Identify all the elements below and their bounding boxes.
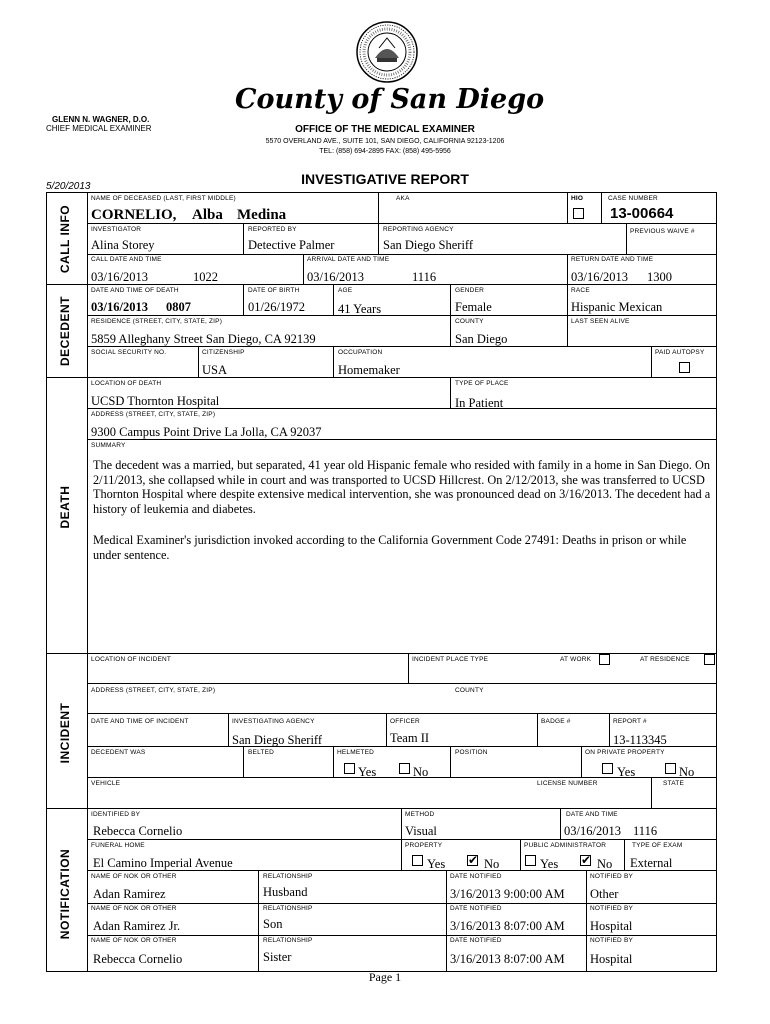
- residence-label: RESIDENCE (STREET, CITY, STATE, ZIP): [91, 318, 223, 325]
- office-phone: TEL: (858) 694-2895 FAX: (858) 495-5956: [319, 148, 451, 155]
- arrival-date-label: ARRIVAL DATE AND TIME: [307, 256, 390, 263]
- at-residence-label: AT RESIDENCE: [640, 656, 690, 663]
- section-death: DEATH: [58, 485, 72, 529]
- call-time-value: 1022: [193, 270, 218, 284]
- investigator-value: Alina Storey: [91, 238, 155, 252]
- nok-date-notified: 3/16/2013 8:07:00 AM: [450, 919, 565, 933]
- return-time-value: 1300: [647, 270, 672, 284]
- paid-autopsy-checkbox[interactable]: [679, 362, 690, 373]
- case-number-label: CASE NUMBER: [608, 195, 658, 202]
- previous-waive-label: PREVIOUS WAIVE #: [630, 228, 695, 235]
- public-admin-no-label: No: [597, 857, 613, 871]
- ssn-label: SOCIAL SECURITY NO.: [91, 349, 167, 356]
- case-number: 13-00664: [610, 205, 674, 222]
- relationship-label: RELATIONSHIP: [263, 905, 313, 912]
- age-value: 41 Years: [338, 302, 382, 316]
- page-number: Page 1: [368, 970, 402, 984]
- badge-label: BADGE #: [541, 718, 571, 725]
- death-address-value: 9300 Campus Point Drive La Jolla, CA 92037: [91, 425, 322, 439]
- funeral-home-label: FUNERAL HOME: [91, 842, 145, 849]
- residence-value: 5859 Alleghany Street San Diego, CA 92139: [91, 332, 316, 346]
- decedent-middle-name: Medina: [237, 207, 287, 223]
- helmeted-yes-label: Yes: [358, 765, 377, 779]
- nok-relationship: Husband: [263, 885, 308, 899]
- on-private-property-label: ON PRIVATE PROPERTY: [585, 749, 665, 756]
- type-of-exam-value: External: [630, 856, 673, 870]
- relationship-label: RELATIONSHIP: [263, 873, 313, 880]
- section-incident: INCIDENT: [58, 702, 72, 764]
- private-property-yes-label: Yes: [617, 765, 636, 779]
- helmeted-label: HELMETED: [337, 749, 374, 756]
- at-work-label: AT WORK: [560, 656, 592, 663]
- death-address-label: ADDRESS (STREET, CITY, STATE, ZIP): [91, 411, 216, 418]
- at-residence-checkbox[interactable]: [704, 654, 715, 665]
- method-label: METHOD: [405, 811, 435, 818]
- reported-by-label: REPORTED BY: [248, 226, 297, 233]
- date-notified-label: DATE NOTIFIED: [450, 905, 502, 912]
- nok-notified-by: Other: [590, 887, 619, 901]
- investigating-agency-value: San Diego Sheriff: [232, 733, 323, 747]
- public-admin-yes-checkbox[interactable]: [525, 855, 536, 866]
- race-label: RACE: [571, 287, 590, 294]
- nok-name-label: NAME OF NOK OR OTHER: [91, 905, 177, 912]
- property-yes-label: Yes: [427, 857, 446, 871]
- report-no-label: REPORT #: [613, 718, 647, 725]
- nok-name: Adan Ramirez: [93, 887, 166, 901]
- incident-county-label: COUNTY: [455, 687, 484, 694]
- examiner-name: GLENN N. WAGNER, D.O.: [52, 115, 150, 124]
- investigator-label: INVESTIGATOR: [91, 226, 142, 233]
- helmeted-no-checkbox[interactable]: [399, 763, 410, 774]
- public-admin-yes-label: Yes: [540, 857, 559, 871]
- citizenship-value: USA: [202, 363, 228, 377]
- incident-address-label: ADDRESS (STREET, CITY, STATE, ZIP): [91, 687, 216, 694]
- location-incident-label: LOCATION OF INCIDENT: [91, 656, 172, 663]
- report-date: 5/20/2013: [46, 181, 91, 192]
- hio-checkbox[interactable]: [573, 208, 584, 219]
- occupation-value: Homemaker: [338, 363, 400, 377]
- nok-name-label: NAME OF NOK OR OTHER: [91, 937, 177, 944]
- at-work-checkbox[interactable]: [599, 654, 610, 665]
- helmeted-no-label: No: [413, 765, 429, 779]
- property-yes-checkbox[interactable]: [412, 855, 423, 866]
- property-no-checkbox[interactable]: [467, 855, 478, 866]
- death-date-value: 03/16/2013: [91, 300, 148, 314]
- nok-relationship: Son: [263, 917, 283, 931]
- public-admin-label: PUBLIC ADMINISTRATOR: [524, 842, 607, 849]
- dob-value: 01/26/1972: [248, 300, 305, 314]
- identified-by-label: IDENTIFIED BY: [91, 811, 141, 818]
- section-call-info: CALL INFO: [58, 204, 72, 274]
- race-value: Hispanic Mexican: [571, 300, 663, 314]
- examiner-title: CHIEF MEDICAL EXAMINER: [46, 124, 152, 133]
- method-value: Visual: [405, 824, 437, 838]
- reporting-agency-label: REPORTING AGENCY: [383, 226, 454, 233]
- location-death-label: LOCATION OF DEATH: [91, 380, 162, 387]
- summary-paragraph-2: Medical Examiner's jurisdiction invoked according to the California Government Code 27491: Deaths in prison or while under sentence.: [93, 533, 687, 562]
- type-of-exam-label: TYPE OF EXAM: [632, 842, 683, 849]
- county-value: San Diego: [455, 332, 508, 346]
- id-time-value: 1116: [633, 824, 658, 838]
- citizenship-label: CITIZENSHIP: [202, 349, 245, 356]
- belted-label: BELTED: [248, 749, 275, 756]
- notified-by-label: NOTIFIED BY: [590, 873, 634, 880]
- last-seen-label: LAST SEEN ALIVE: [571, 318, 630, 325]
- nok-name: Rebecca Cornelio: [93, 952, 183, 966]
- officer-label: OFFICER: [390, 718, 420, 725]
- type-of-place-value: In Patient: [455, 396, 504, 410]
- location-death-value: UCSD Thornton Hospital: [91, 394, 220, 408]
- aka-label: AKA: [396, 195, 410, 202]
- reporting-agency-value: San Diego Sheriff: [383, 238, 474, 252]
- return-date-value: 03/16/2013: [571, 270, 628, 284]
- relationship-label: RELATIONSHIP: [263, 937, 313, 944]
- vehicle-label: VEHICLE: [91, 780, 121, 787]
- paid-autopsy-label: PAID AUTOPSY: [655, 349, 705, 356]
- nok-relationship: Sister: [263, 950, 292, 964]
- license-number-label: LICENSE NUMBER: [537, 780, 598, 787]
- funeral-home-value: El Camino Imperial Avenue: [93, 856, 233, 870]
- type-of-place-label: TYPE OF PLACE: [455, 380, 509, 387]
- arrival-date-value: 03/16/2013: [307, 270, 364, 284]
- notified-by-label: NOTIFIED BY: [590, 937, 634, 944]
- helmeted-yes-checkbox[interactable]: [344, 763, 355, 774]
- nok-notified-by: Hospital: [590, 952, 633, 966]
- call-date-label: CALL DATE AND TIME: [91, 256, 162, 263]
- private-property-no-checkbox[interactable]: [665, 763, 676, 774]
- private-property-yes-checkbox[interactable]: [602, 763, 613, 774]
- date-notified-label: DATE NOTIFIED: [450, 937, 502, 944]
- summary-label: SUMMARY: [91, 442, 126, 449]
- section-decedent: DECEDENT: [58, 296, 72, 367]
- public-admin-no-checkbox[interactable]: [580, 855, 591, 866]
- state-label: STATE: [663, 780, 684, 787]
- death-date-label: DATE AND TIME OF DEATH: [91, 287, 179, 294]
- section-notification: NOTIFICATION: [58, 848, 72, 940]
- age-label: AGE: [338, 287, 353, 294]
- nok-notified-by: Hospital: [590, 919, 633, 933]
- officer-value: Team II: [390, 731, 430, 745]
- id-date-value: 03/16/2013: [564, 824, 621, 838]
- date-notified-label: DATE NOTIFIED: [450, 873, 502, 880]
- private-property-no-label: No: [679, 765, 695, 779]
- nok-date-notified: 3/16/2013 8:07:00 AM: [450, 952, 565, 966]
- decedent-was-label: DECEDENT WAS: [91, 749, 146, 756]
- summary-paragraph-1: The decedent was a married, but separated, 41 year old Hispanic female who resided with family in a home in San Diego. On 2/11/2013, she collapsed while in court and was transported to UCSD Hillcrest. On 2/12/2013, she was transferred to UCSD Thornton Hospital where despite extensive medical intervention, she was pronounced dead on 3/16/2013. The decedent had a history of leukemia and diabetes.: [93, 458, 711, 516]
- dob-label: DATE OF BIRTH: [248, 287, 300, 294]
- incident-place-type-label: INCIDENT PLACE TYPE: [412, 656, 489, 663]
- call-date-value: 03/16/2013: [91, 270, 148, 284]
- decedent-last-name: CORNELIO,: [91, 207, 177, 223]
- reported-by-value: Detective Palmer: [248, 238, 335, 252]
- incident-date-label: DATE AND TIME OF INCIDENT: [91, 718, 189, 725]
- nok-name-label: NAME OF NOK OR OTHER: [91, 873, 177, 880]
- occupation-label: OCCUPATION: [338, 349, 383, 356]
- death-time-value: 0807: [166, 300, 191, 314]
- name-label: NAME OF DECEASED (LAST, FIRST MIDDLE): [91, 195, 236, 202]
- gender-label: GENDER: [455, 287, 485, 294]
- hio-label: HIO: [571, 195, 584, 202]
- county-seal: [355, 20, 419, 84]
- notified-by-label: NOTIFIED BY: [590, 905, 634, 912]
- nok-date-notified: 3/16/2013 9:00:00 AM: [450, 887, 565, 901]
- decedent-first-name: Alba: [192, 207, 223, 223]
- gender-value: Female: [455, 300, 492, 314]
- office-address: 5570 OVERLAND AVE., SUITE 101, SAN DIEGO, CALIFORNIA 92123-1206: [265, 138, 505, 145]
- report-title: INVESTIGATIVE REPORT: [301, 171, 469, 187]
- investigating-agency-label: INVESTIGATING AGENCY: [232, 718, 315, 725]
- property-no-label: No: [484, 857, 500, 871]
- position-label: POSITION: [455, 749, 488, 756]
- arrival-time-value: 1116: [412, 270, 437, 284]
- nok-name: Adan Ramirez Jr.: [93, 919, 181, 933]
- identified-by-value: Rebecca Cornelio: [93, 824, 183, 838]
- county-label: COUNTY: [455, 318, 484, 325]
- county-title: County of San Diego: [235, 84, 545, 115]
- id-date-label: DATE AND TIME: [566, 811, 618, 818]
- report-no-value: 13-113345: [613, 733, 667, 747]
- office-title: OFFICE OF THE MEDICAL EXAMINER: [295, 124, 475, 135]
- property-label: PROPERTY: [405, 842, 443, 849]
- return-date-label: RETURN DATE AND TIME: [571, 256, 654, 263]
